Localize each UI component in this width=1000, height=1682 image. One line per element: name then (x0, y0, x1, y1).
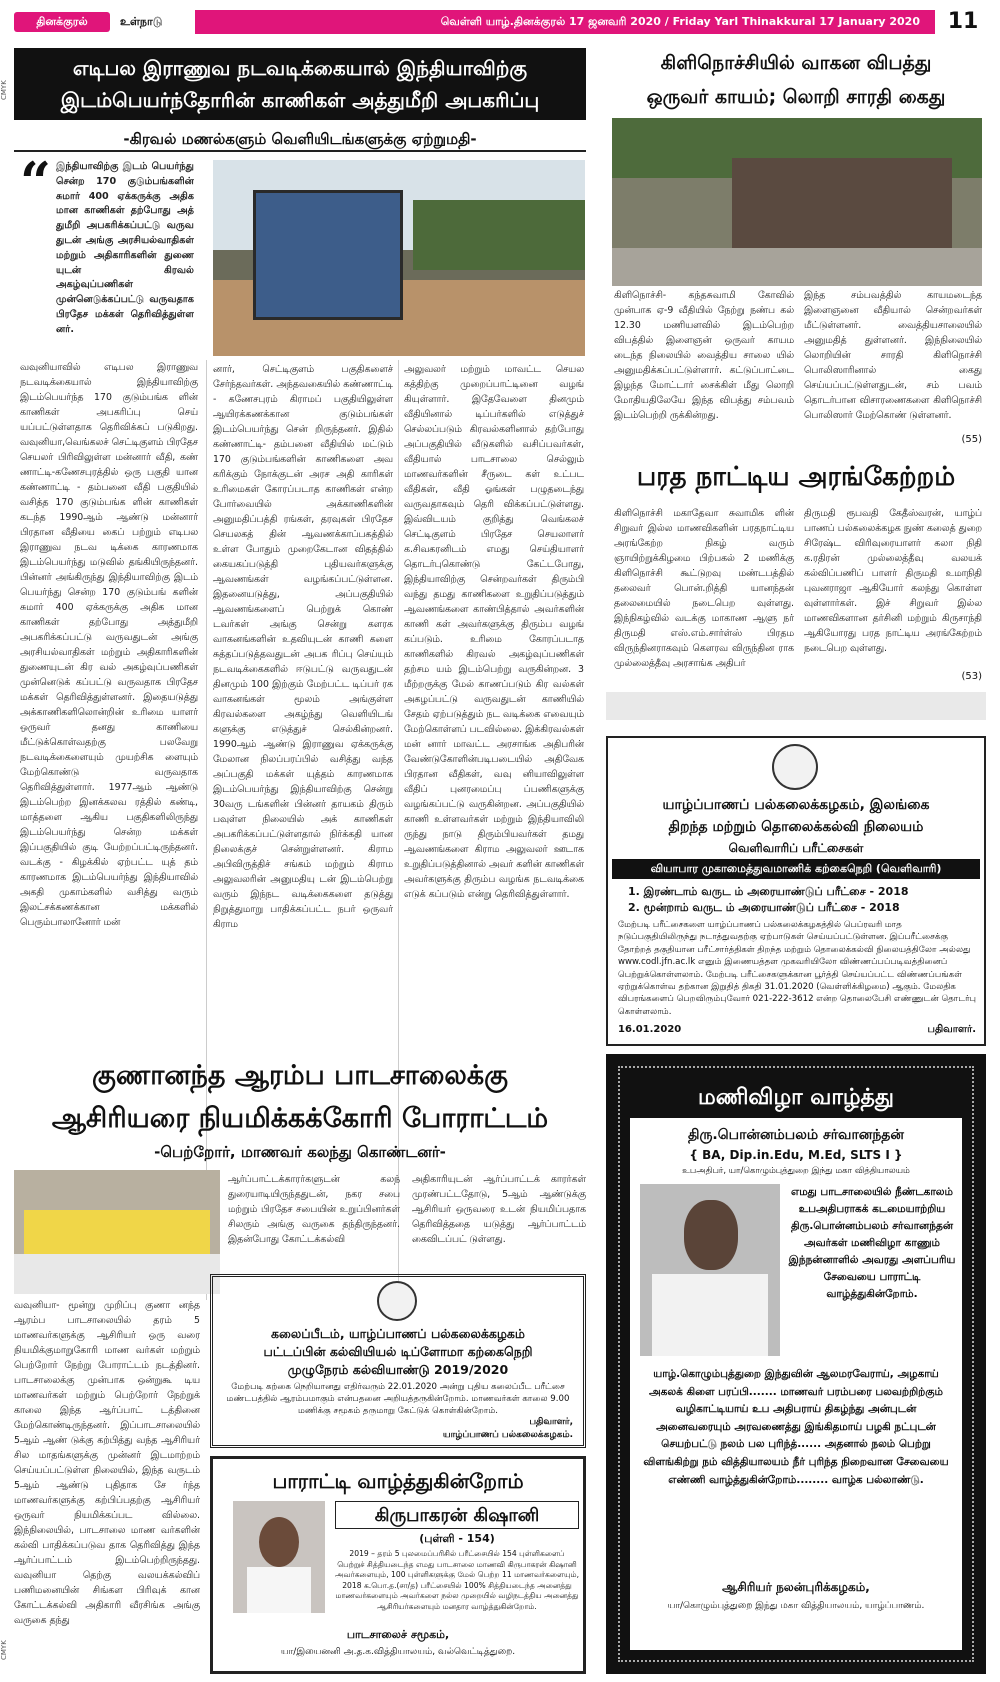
reg-mark-bottom: CMYK (0, 1640, 8, 1660)
story1-headline-line1: எடிபல இராணுவ நடவடிக்கையால் இந்தியாவிற்கு (72, 56, 528, 80)
photo-road-ground (612, 248, 982, 286)
manivizha-sig1: ஆசிரியர் நலன்புரிக்கழகம், (722, 1580, 870, 1594)
manivizha-name: திரு.பொன்னம்பலம் சர்வானந்தன் (687, 1127, 905, 1143)
story1-col1: வவுனியாவில் எடிபல இராணுவ நடவடிக்கையால் இந்தியாவிற்கு இடம்பெயர்ந்த 170 குடும்பங்க ளின் காணிகள் அபகரிப்பு செய் யப்பட்டுள்ளதாக தெரிவிக்கப் படுகிறது. வவுனியா,வெங்கலச் செட்டிகுளம் பிரதேச செயலர் பிரிவிலுள்ள மன்னார் வீதி, கண் ணாட்டி-கணேசபுரத்தில் ஒரு பகுதி யான கண்ணாட்டி - தம்பனை வீதி பகுதியில் வசித்த 170 குடும்பங்க ளின் காணிகள் கடந்த 1990ஆம் ஆண்டு மன்னார் பிரதான வீதியை கைப் பற்றும் எடிபல இராணுவ நடவ டிக்கை காரணமாக இடம்பெயர்ந்து மடுவில் தங்கியிருந்தனர். பின்னர் அங்கிருந்து இந்தியாவிற்கு இடம் பெயர்ந்து சென்ற 170 குடும்பங் களின் சுமார் 400 ஏக்கருக்கு அதிக மான காணிகள் தற்போது அத்துமீறி அபகரிக்கப்பட்டு வருவதுடன் அங்கு அரசியல்வாதிகள் மற்றும் அதிகாரிகளின் துணையுடன் கிர வல் அகழ்வுப்பணிகள் முன்னெடுக் கப்பட்டு வருவதாக பிரதேச மக்கள் தெரிவித்துள்ளனர். இதையடுத்து அக்காணிகளிலொன்றின் உரிமை யாளர் ஒருவர் தனது காணியை மீட்டுக்கொள்வதற்கு பலவேறு நடவடிக்கைளையும் முயற்சிக ளையும் மேற்கொண்டு வருவதாக தெரிவித்துள்ளார். 1977ஆம் ஆண்டு இடம்பெற்ற இனக்கலவ ரத்தில் கண்டி, மாத்தளை ஆகிய பகுதிகளிலிருந்து இடம்பெயர்ந்து சென்ற மக்கள் இப்பகுதியில் குடி யேற்றப்பட்டிருந்தனர். வடக்கு - கிழக்கில் ஏற்பட்ட யுத் தம் காரணமாக இடம்பெயர்ந்து இந்தியாவில் அகதி முகாம்களில் வசித்து வரும் இலட்சக்கணக்கான மக்களில் பெரும்பாலானோர் மன் (20, 362, 198, 928)
story3-col2: திருமதி ரூபவதி கேதீஸ்வரன், யாழ்ப் பாணப் பல்கலைக்கழக நுண் கலைத் துறை சிரேஷ்ட விரிவுரையாளர் கலா நிதி க.ரதிரன் முல்லைத்தீவு வலயக் கல்விப்பணிப் பாளர் திருமதி உமாநிதி புவனராஜா ஆகியோர் கலந்து கொள்ள வுள்ளார்கள். இச் சிறுவர் இல்ல மாணவிகளான தர்சினி மற்றும் கிருசாந்தி ஆகியோரது பரத நாட்டிய அரங்கேற்றம் நடைபெற வுள்ளது. (804, 508, 982, 654)
portrait-shirt (652, 1274, 768, 1356)
photo-placards (24, 1210, 210, 1260)
ad-congrats (210, 1456, 586, 1674)
ad-jaffna-subtitle: வெளிவாரிப் பரீட்சைகள் (728, 841, 864, 855)
ad-congrats-sig1: பாடசாலைச் சமூகம், (346, 1628, 450, 1641)
story4-col-left: வவுனியா- மூன்று முறிப்பு குணா னந்த ஆரம்ப பாடசாலையில் தரம் 5 மாணவர்களுக்கு ஆசிரியர் ஒரு வரை நியமிக்குமாறுகோரி மாண வர்கள் மற்றும் பெற்றோர் நேற்று போராட்டம் நடத்தினர். பாடசாலைக்கு முன்பாக ஒன்றுகூ டிய மாணவர்கள் மற்றும் பெற்றோர் நேற்றுக் காலை இந்த ஆர்ப்பாட் டத்தினை மேற்கொண்டிருந்தனர். இப்பாடசாலையில் 5ஆம் ஆண் டுக்கு கற்பித்து வந்த ஆசிரியர் சில மாதங்களுக்கு முன்னர் இடமாற்றம் செய்யப்பட்டுள்ள நிலையில், இந்த வருடம் 5ஆம் ஆண்டு புதிதாக சே ர்ந்த மாணவர்களுக்கு கற்பிப்பதற்கு ஆசிரியர் ஒருவர் நியமிக்கப்பட வில்லை. இந்நிலையில், பாடசாலை மாண வர்களின் கல்வி பாதிக்கப்படுவ தாக தெரிவித்து இந்த ஆர்ப்பாட்டம் இடம்பெற்றிருந்தது. வவுனியா தெற்கு வலயக்கல்விப் பணிமனையின் சிங்கள பிரிவுக் கான கோட்டக்கல்வி அதிகாரி வீரசிங்க அங்கு வருகை தந்து (14, 1300, 200, 1626)
manivizha-verse: யாழ்.கொழும்புத்துறை இந்துவின் ஆலமரவேராய், அழகாய் அகலக் கிளை பரப்பி....... மாணவர் பரம்பரை பலவற்றிற்கும் வழிகாட்டியாய் உப அதிபராய் திகழ்ந்து அன்புடன் அனைவரையும் அரவணைத்து இங்கிதமாய் பழகி நட்புடன் செயற்பட்டு நலம் பல புரிந்த்...... அதனால் நலம் பெற்று விளங்கிற்று நம் வித்தியாலயம் நீர் புரிந்த நிறைவான சேவையை எண்ணி வாழ்த்துகின்றோம்........ வாழ்க பல்லாண்டு. (643, 1368, 949, 1486)
photo-students (14, 1254, 220, 1294)
story4-headline-line2: ஆசிரியரை நியமிக்கக்கோரி போராட்டம் (51, 1103, 549, 1134)
ad-congrats-body: 2019 – தரம் 5 புலமைப்பரிசில் பரீட்சையில் 154 புள்ளிகளைப் பெற்றுச் சித்தியடைந்த எமது பாடசாலை மாணவி கிருபாகரன் கிஷானி அவர்களையும், 100 புள்ளிகளுக்கு மேல் பெற்ற 11 மாணவர்களையும், 2018 க.பொ.த.(சா/த) பரீட்சையில் 100% சித்தியடைந்த அனைத்து மாணவர்களையும் அவர்களை நல்ல முறையில் வழிநடத்திய அனைத்து ஆசிரியர்களையும் மனதார வாழ்த்துகின்றோம். (335, 1549, 579, 1611)
story1-subhead: -கிரவல் மணல்களும் வெளியிடங்களுக்கு ஏற்றுமதி- (14, 126, 586, 152)
ad-manivizha (606, 1054, 986, 1674)
story2-headline (606, 46, 986, 116)
story1-headline-line2: இடம்பெயர்ந்தோரின் காணிகள் அத்துமீறி அபகரிப்பு (60, 88, 540, 112)
ad-congrats-name: கிருபாகரன் கிஷானி (335, 1501, 579, 1529)
photo-uniform (247, 1567, 311, 1613)
story1-quote: இந்தியாவிற்கு இடம் பெயர்ந்து சென்ற 170 குடும்பங்களின் சுமார் 400 ஏக்கருக்கு அதிக மான காணிகள் தற்போது அத் துமீறி அபகரிக்கப்பட்டு வருவ துடன் அங்கு அரசியல்வாதிகள் மற்றும் அதிகாரிகளின் துணை யுடன் கிரவல் அகழ்வுப்பணிகள் முன்னெடுக்கப்பட்டு வருவதாக பிரதேச மக்கள் தெரிவித்துள்ள னர். (56, 161, 194, 335)
story3-headline: பரத நாட்டிய அரங்கேற்றம் (636, 462, 956, 492)
manivizha-side-text: எமது பாடசாலையில் நீண்டகாலம் உபஅதிபராகக் கடமையாற்றிய திரு.பொன்னம்பலம் சர்வானந்தன் அவர்கள் மணிவிழா காணும் இந்நன்னாளில் அவரது அளப்பரிய சேவையை பாராட்டி வாழ்த்துகின்றோம். (788, 1186, 956, 1300)
ad-jaffna-body: மேற்படி பரீட்சைகளை யாழ்ப்பாணப் பல்கலைக்கழகத்தில் பெப்ரவரி மாத நடுப்பகுதியிலிருந்து நடாத்துவதற்கு ஏற்பாடுகள் செய்யப்பட்டுள்ளன. இப்பரீட்சைக்கு தோற்றத் தகுதியான பரீட்சார்த்திகள் திறந்த மற்றும் தொலைக்கல்வி நிலையத்திலோ அல்லது www.codl.jfn.ac.lk எனும் இணையத்தள முகவரியிலோ விண்ணப்பப்படிவத்தினைப் பெற்றுக்கொள்ளலாம். மேற்படி பரீட்சைகளுக்கான பூர்த்தி செய்யப்பட்ட விண்ணப்பங்கள் ஏற்றுக்கொள்வ தற்கான இறுதித் திகதி 31.01.2020 (வெள்ளிக்கிழமை) ஆகும். மேலதிக விபரங்களைப் பெறவிரும்புவோர் 021-222-3612 என்ற தொலைபேசி எண்ணுடன் தொடர்பு கொள்ளலாம். (618, 920, 976, 1017)
story4-subhead: -பெற்றோர், மாணவர் கலந்து கொண்டனர்- (154, 1143, 446, 1161)
ad-jaffna-item1: 1. இரண்டாம் வருட ம் அரையாண்டுப் பரீட்சை - 2018 (628, 885, 909, 898)
ad-jaffna-title2: திறந்த மற்றும் தொலைக்கல்வி நிலையம் (668, 819, 924, 835)
ad-diploma-body: மேற்படி கற்கை நெறியானது எதிர்வரும் 22.01.2020 அன்று புதிய கலைப்பீட பரீட்சை மண்டபத்தில் ஆரம்பமாகும் என்பதனை அறியத்தருகின்றோம். மாணவர்கள் காலை 9.00 மணிக்கு சமூகம் தருமாறு கேட்டுக் கொள்கின்றோம். (226, 1382, 570, 1416)
quote-mark-icon: “ (20, 150, 52, 214)
story3-col1: கிளிநொச்சி மகாதேவா சுவாமிக ளின் சிறுவர் இல்ல மாணவிகளின் பரதநாட்டிய அரங்கேற்ற நிகழ் வரும் ஞாயிற்றுக்கிழமை பிற்பகல் 2 மணிக்கு கிளிநொச்சி கூட்டுறவு மண்டபத்தில் தலைவர் பொன்.றித்தி யானந்தன் தலைமையில் நடைபெற வுள்ளது. இந்நிகழ்வில் வடக்கு மாகாண ஆளு நர் திருமதி எஸ்.எம்.சார்ள்ஸ் பிரதம விருந்தினராகவும் கௌரவ விருந்தின ராக முல்லைத்தீவு அரசாங்க அதிபர் (614, 508, 794, 669)
manivizha-degrees: { BA, Dip.in.Edu, M.Ed, SLTS I } (689, 1148, 903, 1162)
ad-congrats-marks: (புள்ளி - 154) (419, 1532, 495, 1545)
ad-jaffna-item2: 2. மூன்றாம் வருட ம் அரையாண்டுப் பரீட்சை - 2018 (628, 901, 900, 914)
page-number: 11 (947, 9, 979, 34)
photo-trees (413, 200, 585, 270)
manivizha-role: உபஅதிபர், யா/கொழும்புத்துறை இந்து மகா வித்தியாலயம் (682, 1166, 910, 1176)
ad-jaffna-date: 16.01.2020 (618, 1024, 682, 1035)
masthead (0, 8, 1000, 38)
ad-diploma-sig1: பதிவாளர், (529, 1417, 573, 1427)
photo-face (259, 1517, 299, 1567)
section-label: உள்நாடு (120, 15, 163, 28)
story4-photo-protest (14, 1170, 220, 1294)
story1-photo-tipper-truck (213, 160, 585, 356)
university-emblem-small-icon (377, 1281, 417, 1321)
university-emblem-icon (772, 744, 818, 790)
story3-grey-band (606, 692, 986, 720)
ad-congrats-title: பாராட்டி வாழ்த்துகின்றோம் (272, 1469, 524, 1493)
story2-code: (55) (961, 434, 982, 445)
story4-col-a: ஆர்ப்பாட்டக்காரர்களுடன் கலந் துரையாடியிருந்ததுடன், நகர சபை மற்றும் பிரதேச சபையின் உறுப்பினர்கள் சிலரும் அங்கு வருகை தந்திருந்தனர். இதன்போது கோட்டக்கல்வி (228, 1174, 400, 1245)
manivizha-title: மணிவிழா வாழ்த்து (630, 1078, 962, 1118)
story1-headline (14, 48, 586, 120)
story2-photo-accident (612, 118, 982, 286)
ad-diploma-sig2: யாழ்ப்பாணப் பல்கலைக்கழகம். (442, 1430, 573, 1440)
ad-jaffna-title1: யாழ்ப்பாணப் பல்கலைக்கழகம், இலங்கை (662, 797, 930, 813)
ad-jaffna-bar: வியாபார முகாமைத்துவமாணிக் கற்கைநெறி (வெளிவாரி) (612, 859, 980, 879)
ad-jaffna-signature: பதிவாளர். (927, 1024, 976, 1035)
story2-headline-line2: ஒருவர் காயம்; லொறி சாரதி கைது (646, 86, 946, 108)
ad-jaffna-university (606, 736, 986, 1046)
story4-headline-line1: குணானந்த ஆரம்ப பாடசாலைக்கு (92, 1060, 508, 1091)
ad-diploma-line2: பட்டப்பின் கல்வியியல் டிப்ளோமா கற்கைநெறி (263, 1344, 533, 1359)
story1-col3: அலுவலர் மற்றும் மாவட்ட செயல கத்திற்கு முறைப்பாட்டினை வழங் கியுள்ளார். இதேவேளை தினமும் வீதியினால் டிப்பர்களில் எடுத்துச் செல்லப்படும் கிரவல்களினால் தற்போது அப்பகுதியில் வீடுகளில் வசிப்பவர்கள், வீதியால் பாடசாலை செல்லும் மாணவர்களின் சீருடை கள் உட்பட வீதிகள், வீதி ஓங்கள் பழுதடைந்து வருவதாகவும் தெரி விக்கப்பட்டுள்ளது. இவ்விடயம் குறித்து வெங்கலச் செட்டிகுளம் பிரதேச செயலாளர் க.சிவகரனிடம் எமது செய்தியாளர் தொடர்புகொண்டு கேட்டபோது, இந்தியாவிற்கு சென்றவர்கள் திரும்பி வந்து தமது காணிகளை உறுதிப்படுத்தும் ஆவணங்களை காண்பித்தால் அவர்களின் காணி கள் அவர்களுக்கு திரும்ப வழங் கப்படும். உரிமை கோரப்படாத காணிகளில் கிரவல் அகழ்வுப்பணிகள் தற்சம யம் இடம்பெற்று வருகின்றன. 3 மீற்றருக்கு மேல் காணப்படும் கிர வல்கள் அகழப்பட்டு வருவதுடன் காணியில் சேதம் ஏற்படுத்தும் நட வடிக்கை எவையும் மேற்கொள்ளப் படவில்லை. இக்கிரவல்கள் மன் னார் மாவட்ட அரசாங்க அதிபரின் வேண்டுகோளின்படிபடையில் அதிவேக பிரதான வீதிகள், வவு னியாவிலுள்ள வீதிப் புனரமைப்பு ப்பணிகளுக்கு வழங்கப்பட்டு வருகின்றன. அப்பகுதியில் காணி உள்ளவர்கள் மற்றும் இந்தியாவிலி ருந்து நாடு திரும்பியவர்கள் தமது ஆவணங்களை கிராம அலுவலர் ஊடாக உறுதிப்படுத்தினால் அவர் களின் காணிகள் அவர்களுக்கு திரும்ப வழங்க நடவடிக்கை எடுக் கப்படும் என்று தெரிவித்துள்ளார். (404, 364, 584, 900)
ad-diploma-line1: கலைப்பீடம், யாழ்ப்பாணப் பல்கலைக்கழகம் (271, 1326, 525, 1341)
story4-col-b: அதிகாரியுடன் ஆர்ப்பாட்டக் காரர்கள் முரண்பட்டதோடு, 5ஆம் ஆண்டுக்கு ஆசிரியர் ஒருவரை உடன் நியமிப்பதாக தெரிவித்ததை யடுத்து ஆர்ப்பாட்டம் கைவிடப்பட் டுள்ளது. (412, 1174, 586, 1245)
ad-diploma-line3: முழுநேரம் கல்வியாண்டு 2019/2020 (287, 1362, 509, 1377)
story2-headline-line1: கிளிநொச்சியில் வாகன விபத்து (660, 52, 932, 74)
manivizha-portrait (640, 1184, 780, 1356)
story2-col1: கிளிநொச்சி- கந்தசுவாமி கோவில் முன்பாக ஏ-9 வீதியில் நேற்று நண்ப கல் 12.30 மணியளவில் இடம்பெற்ற விபத்தில் இளைஞன் ஒருவர் காயம டைந்த நிலையில் வைத்திய சாலை யில் அனுமதிக்கப்பட்டுள்ளார். கட்டுப்பாட்டை இழந்த மோட்டார் சைக்கிள் மீது லொறி மோதியதிலேயே இந்த விபத்து சம்பவம் இடம்பெற்றி ருக்கின்றது. (614, 290, 794, 421)
photo-truck (253, 190, 403, 320)
portrait-face (684, 1200, 738, 1270)
logo: தினக்குரல் (14, 12, 110, 32)
ad-congrats-sig2: யா/இயைனனி அ.த.க.வித்தியாலயம், வல்வெட்டித்துறை. (280, 1647, 516, 1657)
story4-headline (14, 1054, 586, 1140)
reg-mark-top: CMYK (0, 80, 8, 100)
story2-col2: இந்த சம்பவத்தில் காயமடைந்த இளைஞனை வீதியால் சென்றவர்கள் மீட்டுள்ளனர். வைத்தியசாலையில் அனுமதித் துள்ளனர். இந்நிலையில் லொறியின் சாரதி கிளிநொச்சி பொலிஸாரினால் கைது செய்யப்பட்டுள்ளதுடன், சம் பவம் தொடர்பான விசாரணைகளை கிளிநொச்சி பொலிஸார் மேற்கொண் டுள்ளனர். (804, 290, 982, 421)
story1-col2: னார், செட்டிகுளம் பகுதிகளைச் சேர்ந்தவர்கள். அந்தவகையில் கண்ணாட்டி - கணேசபுரம் கிராமப் பகுதியிலுள்ள ஆயிரக்கணக்கான குடும்பங்கள் இடம்பெயர்ந்து சென் றிருந்தனர். இதில் கண்ணாட்டி- தம்பனை வீதியில் மட்டும் 170 குடும்பங்களின் காணிகளை அவ கரிக்கும் நோக்குடன் அரச அதி காரிகள் உரிமைகள் கோரப்படாத காணிகள் என்ற போர்வையில் அக்காணிகளின் அனுமதிப்பத்தி ரங்கள், தரவுகள் பிரதேச செயலகத் தின் ஆவணக்காப்பகத்தில் உள்ள போதும் முறைகேடான விதத்தில் கையகப்படுத்தி புதியவர்களுக்கு ஆவணங்கள் வழங்கப்பட்டுள்ளன. இதனையடுத்து, அப்பகுதியில் ஆவணங்களைப் பெற்றுக் கொண் டவர்கள் அங்கு சென்று களரக வாகனங்களின் உதவியுடன் காணி களை சுத்தப்படுத்தவதுடன் அபக ரிப்பு செய்யும் நடவடிக்கைகளில் ஈடுபட்டு வருவதுடன் தினமும் 100 இற்கும் மேற்பட்ட டிப்பர் ரக வாகனங்கள் மூலம் அங்குள்ள கிரவல்களை அகழ்ந்து வெளியிடங் களுக்கு எடுத்துச் செல்கின்றனர். 1990ஆம் ஆண்டு இராணுவ ஏக்கருக்கு மேலான நிலப்பரப்பில் வசித்து வந்த அப்பகுதி மக்கள் யுத்தம் காரணமாக இடம்பெயர்ந்து இந்தியாவிற்கு சென்று 30வரு டங்களின் பின்னர் தாயகம் திரும் பவுள்ள நிலையில் அக் காணிகள் அபகரிக்கப்பட்டுள்ளதால் நிர்க்கதி யான நிலைக்குச் சென்றுள்ளனர். கிராம அபிவிருத்திச் சங்கம் மற்றும் கிராம அலுவலரின் அனுமதியு டன் இடம்பெற்று வரும் இந்நட வடிக்கைகளை தடுத்து நிறுத்துமாறு பாதிக்கப்பட்ட நபர் ஒருவர் கிராம (213, 364, 393, 930)
story3-code: (53) (961, 671, 982, 682)
ad-diploma (210, 1274, 586, 1448)
manivizha-sig2: யா/கொழும்புத்துறை இந்து மகா வித்தியாலயம், யாழ்ப்பாணம். (667, 1601, 925, 1611)
ad-congrats-photo (233, 1501, 325, 1613)
dateline: வெள்ளி யாழ்.தினக்குரல் 17 ஜனவரி 2020 / Friday Yarl Thinakkural 17 January 2020 (440, 15, 920, 28)
